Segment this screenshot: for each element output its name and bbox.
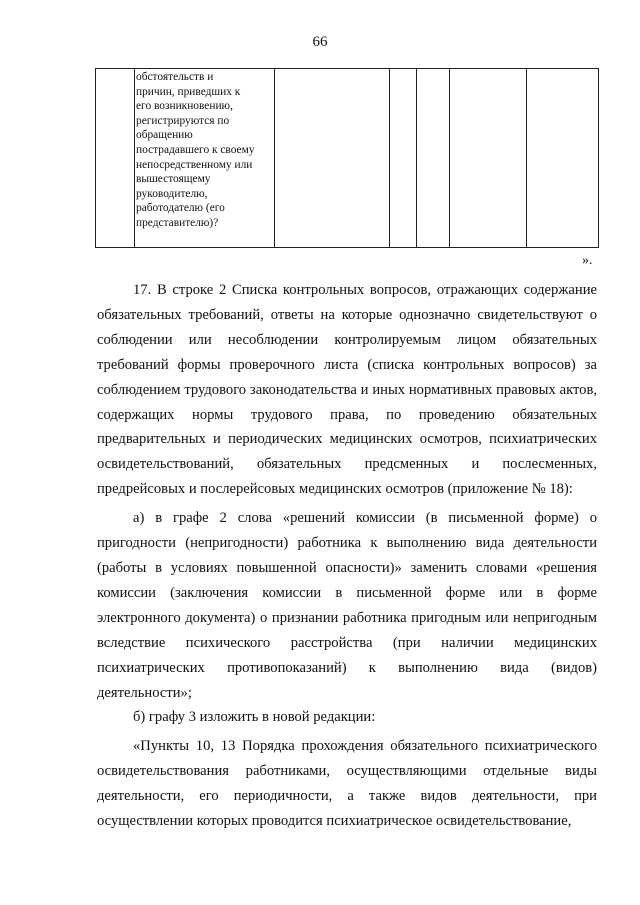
question-text: обстоятельств и причин, приведших к его возникновению, регистрируются по обращению пострадавшего к своему непосредственному или вышестоящему руководителю, работодателю (его представителю)? (136, 71, 255, 229)
paragraph-b: б) графу 3 изложить в новой редакции: (133, 709, 376, 726)
page-number: 66 (312, 34, 328, 50)
table-cell-note (527, 69, 599, 248)
paragraph-quote: «Пункты 10, 13 Порядка прохождения обязательного психиатрического освидетельствования работниками, осуществляющими отдельные виды деятельности, его периодичности, а также видов деятельности, при осуществлении которых проводится психиатрическое освидетельствование, (97, 738, 597, 830)
table-cell-yes (390, 69, 417, 248)
table-cell-not-applicable (450, 69, 527, 248)
table-row (96, 69, 599, 248)
table-cell-number (96, 69, 135, 248)
table-cell-no (417, 69, 450, 248)
closing-quote: ». (582, 253, 593, 268)
checklist-table-fragment (95, 68, 599, 248)
table-cell-requirements (275, 69, 390, 248)
paragraph-a: а) в графе 2 слова «решений комиссии (в письменной форме) о пригодности (непригодности) работника к выполнению вида деятельности (работы в условиях повышенной опасности)» заменить словами «решения комиссии (заключения комиссии в письменной форме или в форме электронного документа) о признании работника пригодным или непригодным вследствие психического расстройства (при наличии медицинских психиатрических противопоказаний) к выполнению вида (видов) деятельности»; (97, 510, 597, 701)
amendment-text (97, 278, 597, 834)
paragraph-17: 17. В строке 2 Списка контрольных вопросов, отражающих содержание обязательных требований, ответы на которые однозначно свидетельствуют о соблюдении или несоблюдении контролируемым лицом обязательных требований формы проверочного листа (списка контрольных вопросов) за соблюдением трудового законодательства и иных нормативных правовых актов, содержащих нормы трудового права, по проведению обязательных предварительных и периодических медицинских осмотров, психиатрических освидетельствований, обязательных предсменных и послесменных, предрейсовых и послерейсовых медицинских осмотров (приложение № 18): (97, 282, 597, 498)
table-cell-question (135, 69, 275, 248)
